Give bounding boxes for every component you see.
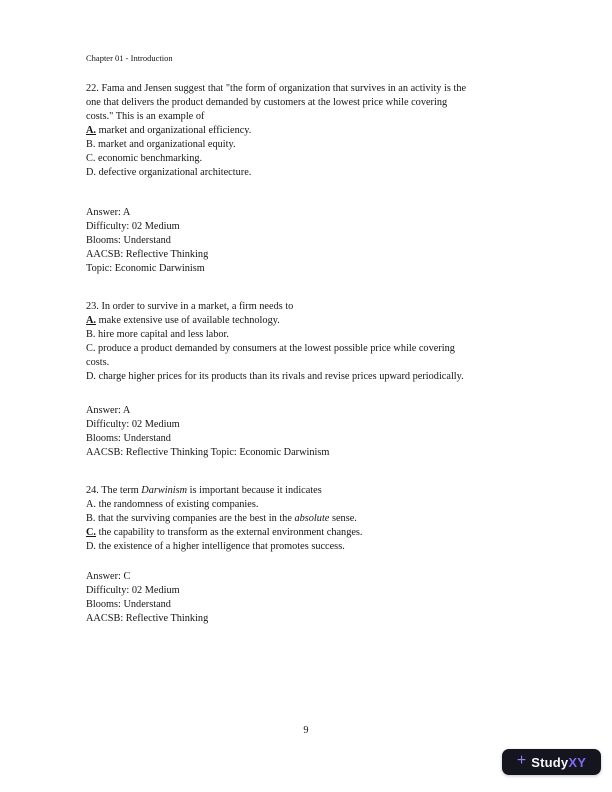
text-segment: make extensive use of available technology. <box>96 315 280 326</box>
text-segment: 22. Fama and Jensen suggest that "the form of organization that survives in an activity is the <box>86 83 467 94</box>
text-segment: is important because it indicates <box>187 485 322 496</box>
studyxy-logo-badge[interactable] <box>502 749 601 775</box>
option-letter-correct: A. <box>86 315 97 326</box>
question-option-line <box>86 512 528 526</box>
option-letter: B. <box>86 329 96 340</box>
question-option-line <box>86 342 528 356</box>
question-stem-line <box>86 96 528 110</box>
question-option-line <box>86 166 528 180</box>
option-letter-correct: A. <box>86 125 97 136</box>
questions-container <box>86 82 528 626</box>
answer-meta-line: Answer: C <box>86 571 131 582</box>
question-option-line <box>86 526 528 540</box>
question-option-line <box>86 314 528 328</box>
studyxy-logo-text <box>531 756 586 769</box>
answer-block <box>86 206 528 276</box>
text-segment: produce a product demanded by consumers at the lowest possible price while covering <box>95 343 455 354</box>
answer-meta-line: Answer: A <box>86 405 131 416</box>
page-header: Chapter 01 - Introduction <box>86 53 173 63</box>
text-segment: market and organizational equity. <box>95 139 236 150</box>
answer-meta-line: Blooms: Understand <box>86 235 171 246</box>
text-segment: the capability to transform as the external environment changes. <box>96 527 363 538</box>
option-letter-correct: C. <box>86 527 97 538</box>
question-option-line <box>86 540 528 554</box>
question-option-line <box>86 356 528 370</box>
answer-meta-line: AACSB: Reflective Thinking <box>86 249 209 260</box>
answer-meta-line: Blooms: Understand <box>86 599 171 610</box>
option-letter: D. <box>86 541 97 552</box>
option-letter: A. <box>86 499 97 510</box>
text-segment: economic benchmarking. <box>95 153 203 164</box>
question-stem-line <box>86 82 528 96</box>
question-option-line <box>86 124 528 138</box>
stem-italic-term: Darwinism <box>141 485 188 496</box>
plus-icon: + <box>516 752 527 769</box>
text-segment: the existence of a higher intelligence that promotes success. <box>96 541 345 552</box>
text-segment: 24. The term <box>86 485 142 496</box>
page-content <box>86 0 528 626</box>
question-option-line <box>86 370 528 384</box>
question-block <box>86 484 528 626</box>
text-segment: hire more capital and less labor. <box>95 329 229 340</box>
question-stem-line <box>86 484 528 498</box>
question-option-line <box>86 152 528 166</box>
text-segment: market and organizational efficiency. <box>96 125 252 136</box>
text-segment: 23. In order to survive in a market, a firm needs to <box>86 301 294 312</box>
question-option-line <box>86 498 528 512</box>
text-segment: costs. <box>86 357 110 368</box>
answer-block <box>86 404 528 460</box>
page-number: 9 <box>303 725 309 736</box>
answer-meta-line: Topic: Economic Darwinism <box>86 263 205 274</box>
logo-text-study: Study <box>531 754 569 770</box>
answer-meta-line: Difficulty: 02 Medium <box>86 585 180 596</box>
question-block <box>86 82 528 276</box>
option-letter: C. <box>86 153 96 164</box>
question-stem-line <box>86 110 528 124</box>
answer-meta-line: AACSB: Reflective Thinking <box>86 613 209 624</box>
text-segment: defective organizational architecture. <box>96 167 252 178</box>
answer-block <box>86 570 528 626</box>
question-stem-line <box>86 300 528 314</box>
answer-meta-line: Difficulty: 02 Medium <box>86 419 180 430</box>
stem-italic-term: absolute <box>294 513 330 524</box>
option-letter: D. <box>86 371 97 382</box>
text-segment: charge higher prices for its products than its rivals and revise prices upward periodically. <box>96 371 464 382</box>
text-segment: costs." This is an example of <box>86 111 205 122</box>
text-segment: sense. <box>329 513 357 524</box>
answer-meta-line: Difficulty: 02 Medium <box>86 221 180 232</box>
option-letter: B. <box>86 139 96 150</box>
text-segment: that the surviving companies are the best in the <box>95 513 295 524</box>
answer-meta-line: Blooms: Understand <box>86 433 171 444</box>
text-segment: the randomness of existing companies. <box>96 499 259 510</box>
question-block <box>86 300 528 460</box>
question-option-line <box>86 138 528 152</box>
option-letter: C. <box>86 343 96 354</box>
logo-text-xy: XY <box>568 754 587 770</box>
answer-meta-line: Answer: A <box>86 207 131 218</box>
option-letter: B. <box>86 513 96 524</box>
option-letter: D. <box>86 167 97 178</box>
question-option-line <box>86 328 528 342</box>
answer-meta-line: AACSB: Reflective Thinking Topic: Economic Darwinism <box>86 447 330 458</box>
text-segment: one that delivers the product demanded by customers at the lowest price while covering <box>86 97 448 108</box>
